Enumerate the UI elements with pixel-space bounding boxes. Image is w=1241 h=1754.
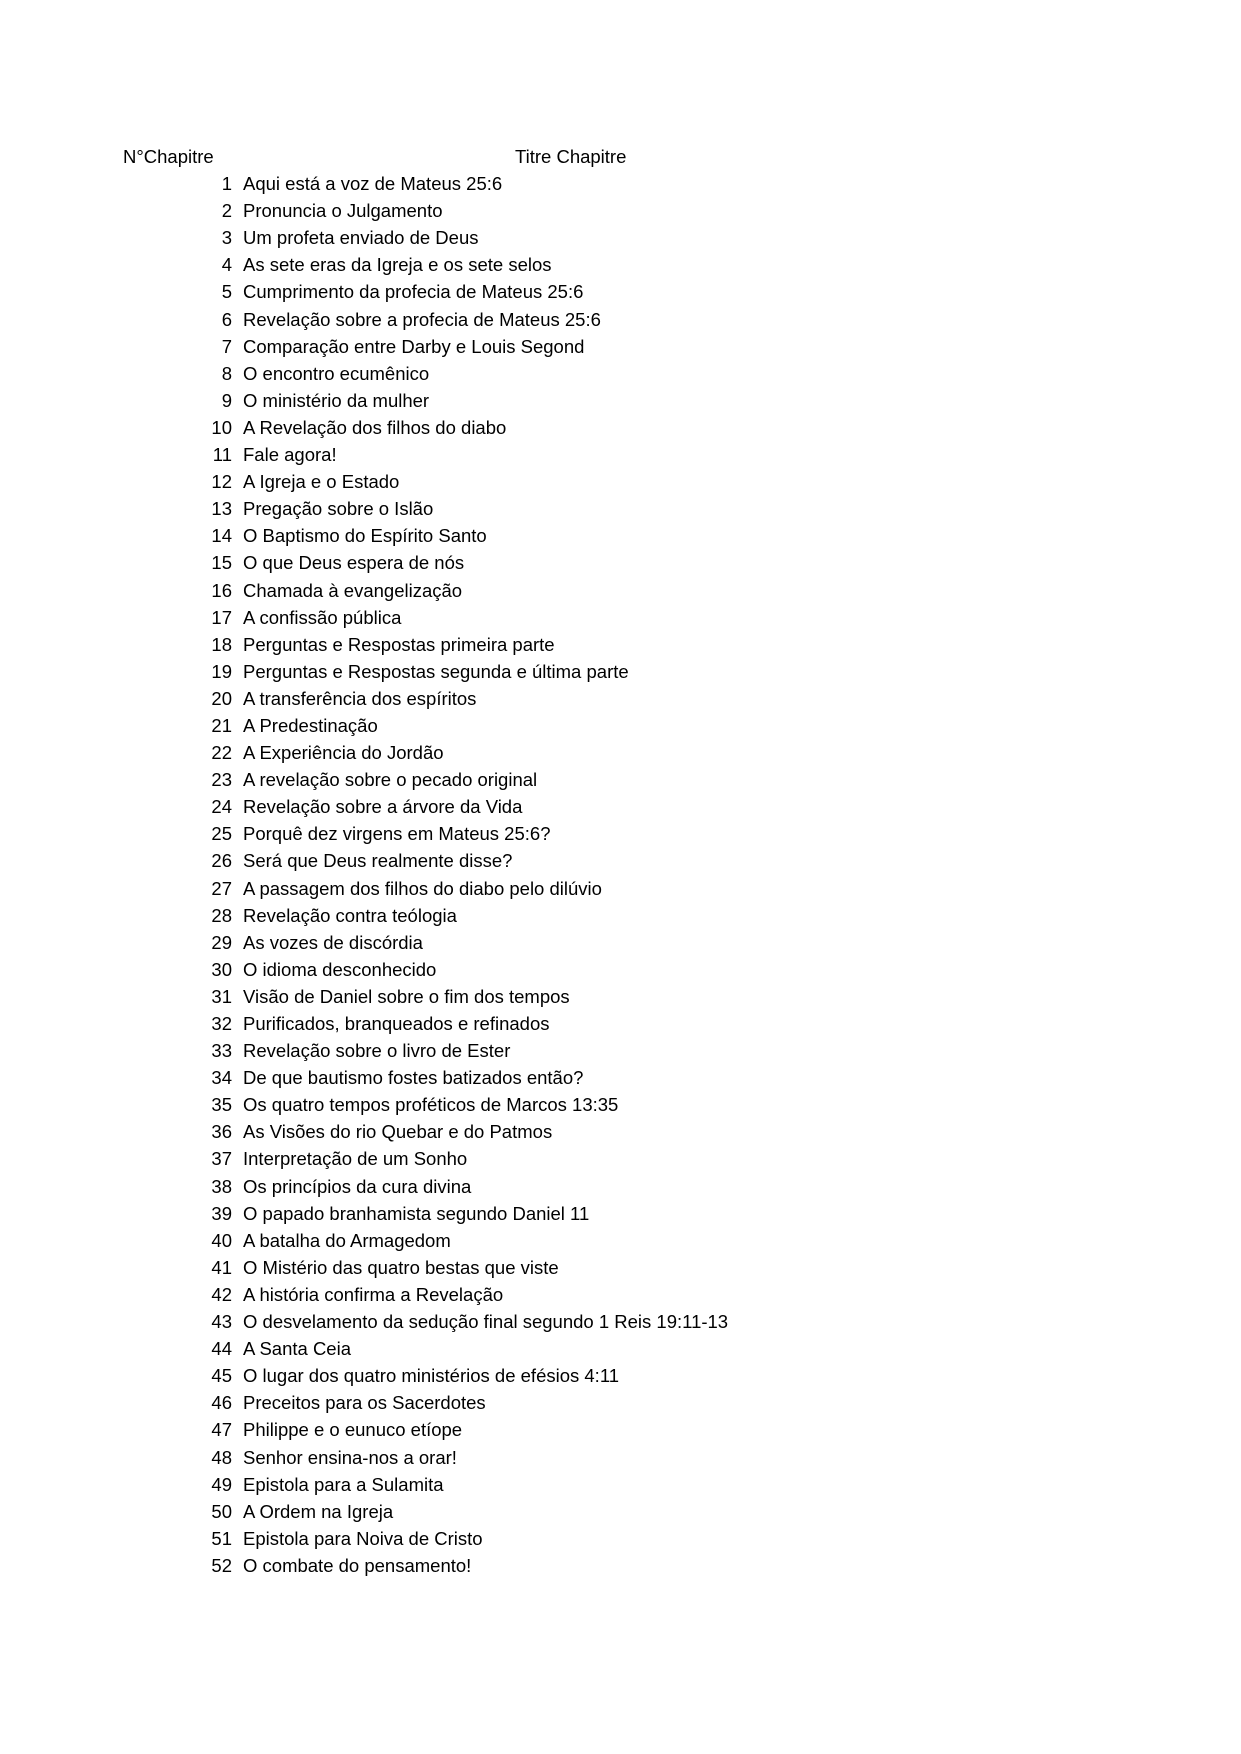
chapter-title: Aqui está a voz de Mateus 25:6 [243,173,503,195]
chapter-number: 52 [211,1554,232,1576]
chapter-title: Perguntas e Respostas primeira parte [243,633,555,655]
chapter-row [123,251,728,278]
chapter-row [123,1444,728,1471]
chapter-number: 24 [211,796,232,818]
chapter-row [123,1335,728,1362]
chapter-row [123,468,728,495]
chapter-row [123,1118,728,1145]
chapter-row [123,360,728,387]
chapter-title: O lugar dos quatro ministérios de efésios 4:11 [243,1365,620,1387]
chapter-number: 16 [211,579,232,601]
chapter-row [123,495,728,522]
chapter-number: 45 [211,1365,232,1387]
chapter-row [123,1254,728,1281]
chapter-number: 43 [211,1311,232,1333]
chapter-row [123,197,728,224]
chapter-number: 20 [211,687,232,709]
chapter-title: Epistola para a Sulamita [243,1473,444,1495]
chapter-row [123,739,728,766]
chapter-table [123,143,728,1579]
chapter-title: O papado branhamista segundo Daniel 11 [243,1202,590,1224]
chapter-number: 42 [211,1283,232,1305]
chapter-number: 23 [211,769,232,791]
chapter-title: Os quatro tempos proféticos de Marcos 13:35 [243,1094,619,1116]
chapter-row [123,956,728,983]
chapter-number: 34 [211,1067,232,1089]
chapter-number: 8 [221,362,232,384]
chapter-row [123,1552,728,1579]
chapter-number: 38 [211,1175,232,1197]
chapter-title: Perguntas e Respostas segunda e última parte [243,660,629,682]
chapter-row [123,1362,728,1389]
chapter-title: Porquê dez virgens em Mateus 25:6? [243,823,551,845]
chapter-title: Revelação sobre a árvore da Vida [243,796,523,818]
chapter-number: 50 [211,1500,232,1522]
chapter-number: 46 [211,1392,232,1414]
chapter-title: As vozes de discórdia [243,931,423,953]
table-header [123,143,728,170]
chapter-title: O encontro ecumênico [243,362,430,384]
chapter-title: O que Deus espera de nós [243,552,465,574]
chapter-number: 31 [211,985,232,1007]
chapter-title: Fale agora! [243,444,337,466]
chapter-title: Será que Deus realmente disse? [243,850,513,872]
chapter-number: 29 [211,931,232,953]
chapter-number: 33 [211,1040,232,1062]
chapter-row [123,658,728,685]
chapter-number: 51 [211,1527,232,1549]
chapter-number: 41 [211,1256,232,1278]
chapter-title: Senhor ensina-nos a orar! [243,1446,457,1468]
chapter-number: 14 [211,525,232,547]
chapter-title: Cumprimento da profecia de Mateus 25:6 [243,281,584,303]
chapter-title: Os princípios da cura divina [243,1175,472,1197]
chapter-title: A Igreja e o Estado [243,471,400,493]
chapter-title: A passagem dos filhos do diabo pelo dilúvio [243,877,602,899]
chapter-title: Comparação entre Darby e Louis Segond [243,335,585,357]
chapter-row [123,712,728,739]
chapter-title: Chamada à evangelização [243,579,463,601]
chapter-row [123,1525,728,1552]
chapter-number: 26 [211,850,232,872]
chapter-number: 22 [211,742,232,764]
chapter-number: 9 [221,389,232,411]
chapter-row [123,685,728,712]
chapter-title: Pregação sobre o Islão [243,498,434,520]
chapter-title: A Predestinação [243,714,378,736]
chapter-title: Philippe e o eunuco etíope [243,1419,463,1441]
chapter-row [123,1091,728,1118]
chapter-title: As Visões do rio Quebar e do Patmos [243,1121,553,1143]
chapter-title: Pronuncia o Julgamento [243,200,443,222]
chapter-number: 35 [211,1094,232,1116]
chapter-number: 49 [211,1473,232,1495]
chapter-number: 13 [211,498,232,520]
chapter-row [123,414,728,441]
chapter-row [123,1227,728,1254]
chapter-number: 39 [211,1202,232,1224]
chapter-title: O ministério da mulher [243,389,430,411]
chapter-row [123,983,728,1010]
chapter-number: 2 [221,200,232,222]
chapter-title: O idioma desconhecido [243,958,437,980]
chapter-row [123,902,728,929]
chapter-title: A história confirma a Revelação [243,1283,504,1305]
chapter-title: A Revelação dos filhos do diabo [243,416,507,438]
chapter-number: 36 [211,1121,232,1143]
chapter-number: 28 [211,904,232,926]
chapter-row [123,549,728,576]
chapter-number: 5 [221,281,232,303]
chapter-title: A transferência dos espíritos [243,687,477,709]
chapter-row [123,333,728,360]
chapter-number: 15 [211,552,232,574]
chapter-title: De que bautismo fostes batizados então? [243,1067,584,1089]
chapter-number: 27 [211,877,232,899]
chapter-row [123,1200,728,1227]
chapter-row [123,1010,728,1037]
chapter-row [123,929,728,956]
chapter-number: 18 [211,633,232,655]
chapter-title: Revelação contra teólogia [243,904,457,926]
chapter-number: 10 [211,416,232,438]
chapter-number: 32 [211,1013,232,1034]
chapter-title: Purificados, branqueados e refinados [243,1013,550,1034]
chapter-row [123,1037,728,1064]
chapter-title: Preceitos para os Sacerdotes [243,1392,486,1414]
chapter-title: A revelação sobre o pecado original [243,769,538,791]
chapter-row [123,1281,728,1308]
chapter-title: Revelação sobre o livro de Ester [243,1040,511,1062]
chapter-number: 40 [211,1229,232,1251]
chapter-number: 3 [221,227,232,249]
chapter-number: 19 [211,660,232,682]
chapter-row [123,1308,728,1335]
chapter-row [123,1145,728,1172]
chapter-title: Um profeta enviado de Deus [243,227,479,249]
chapter-title: Visão de Daniel sobre o fim dos tempos [243,985,570,1007]
chapter-title: Revelação sobre a profecia de Mateus 25:6 [243,308,601,330]
chapter-number: 37 [211,1148,232,1170]
chapter-title: O Mistério das quatro bestas que viste [243,1256,559,1278]
chapter-title: As sete eras da Igreja e os sete selos [243,254,552,276]
chapter-row [123,1173,728,1200]
chapter-row [123,1498,728,1525]
chapter-number: 44 [211,1338,232,1360]
chapter-row [123,1416,728,1443]
chapter-title: A batalha do Armagedom [243,1229,451,1251]
chapter-row [123,820,728,847]
chapter-number: 48 [211,1446,232,1468]
chapter-title: O Baptismo do Espírito Santo [243,525,487,547]
chapter-number: 17 [211,606,232,628]
chapter-number: 47 [211,1419,232,1441]
chapter-title: A Ordem na Igreja [243,1500,394,1522]
chapter-title: A Experiência do Jordão [243,742,444,764]
chapter-row [123,278,728,305]
chapter-number: 7 [221,335,232,357]
chapter-title: Epistola para Noiva de Cristo [243,1527,483,1549]
chapter-number: 12 [211,471,232,493]
chapter-row [123,306,728,333]
chapter-row [123,631,728,658]
header-title-col: Titre Chapitre [515,146,627,167]
chapter-number: 4 [221,254,232,276]
chapter-number: 6 [221,308,232,330]
chapter-number: 30 [211,958,232,980]
chapter-title: O combate do pensamento! [243,1554,472,1576]
chapter-row [123,766,728,793]
chapter-number: 1 [221,173,232,195]
chapter-title: A confissão pública [243,606,402,628]
chapter-row [123,793,728,820]
chapter-number: 21 [211,714,232,736]
chapter-row [123,170,728,197]
chapter-row [123,522,728,549]
chapter-row [123,604,728,631]
chapter-title: Interpretação de um Sonho [243,1148,468,1170]
chapter-row [123,1389,728,1416]
chapter-list [123,170,728,1579]
chapter-row [123,577,728,604]
chapter-title: O desvelamento da sedução final segundo 1 Reis 19:11-13 [243,1311,729,1333]
chapter-number: 11 [212,444,232,466]
header-number-col: N°Chapitre [123,146,214,167]
chapter-row [123,1471,728,1498]
chapter-row [123,224,728,251]
chapter-number: 25 [211,823,232,845]
chapter-row [123,387,728,414]
chapter-row [123,847,728,874]
chapter-title: A Santa Ceia [243,1338,351,1360]
chapter-row [123,875,728,902]
chapter-row [123,1064,728,1091]
chapter-row [123,441,728,468]
